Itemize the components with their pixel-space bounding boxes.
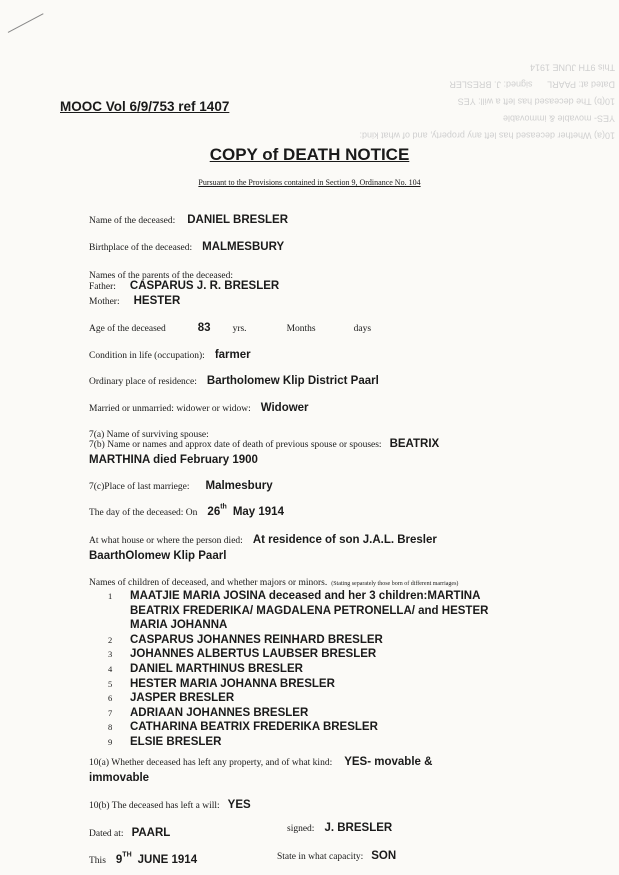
child-item bbox=[108, 735, 538, 750]
mother-value: HESTER bbox=[133, 295, 181, 307]
will-row bbox=[89, 795, 251, 813]
child-item bbox=[108, 720, 538, 735]
married-row bbox=[89, 398, 309, 416]
this-month-year: JUNE 1914 bbox=[137, 854, 198, 866]
child-number: 5 bbox=[108, 678, 113, 689]
child-number: 3 bbox=[108, 649, 113, 660]
property-label: 10(a) Whether deceased has left any property, and of what kind: bbox=[89, 758, 333, 768]
this-label: This bbox=[89, 856, 106, 866]
father-value: CASPARUS J. R. BRESLER bbox=[129, 280, 280, 292]
child-name-line: JASPER BRESLER bbox=[130, 692, 235, 705]
child-name-line: MAATJIE MARIA JOSINA deceased and her 3 children:MARTINA bbox=[130, 590, 481, 602]
child-item bbox=[108, 589, 538, 633]
death-day-label: The day of the deceased: On bbox=[89, 508, 198, 518]
residence-row bbox=[89, 371, 379, 389]
capacity-row bbox=[277, 846, 396, 864]
child-item bbox=[108, 647, 538, 662]
property-row-2 bbox=[89, 768, 149, 786]
child-name-line: CATHARINA BEATRIX FREDERIKA BRESLER bbox=[130, 721, 378, 734]
birthplace-value: MALMESBURY bbox=[202, 241, 285, 253]
death-day-month-year: May 1914 bbox=[232, 506, 284, 518]
child-item bbox=[108, 691, 538, 706]
age-row bbox=[89, 318, 371, 336]
property-value-2: immovable bbox=[89, 772, 150, 784]
age-value: 83 bbox=[197, 322, 211, 334]
death-place-label: At what house or where the person died: bbox=[89, 536, 243, 546]
age-days-label: days bbox=[353, 324, 372, 334]
child-name-line: ELSIE BRESLER bbox=[130, 735, 222, 748]
married-value: Widower bbox=[260, 402, 309, 414]
this-day-number: 9 bbox=[115, 854, 123, 866]
child-name-line: CASPARUS JOHANNES REINHARD BRESLER bbox=[130, 633, 383, 646]
name-value: DANIEL BRESLER bbox=[187, 214, 288, 226]
mother-label: Mother: bbox=[89, 297, 120, 307]
prev-spouse-label: 7(b) Name or names and approx date of death of previous spouse or spouses: bbox=[89, 440, 382, 450]
age-yrs-label: yrs. bbox=[232, 324, 247, 334]
will-value: YES bbox=[227, 799, 251, 811]
children-heading-row bbox=[89, 572, 458, 590]
death-place-value-1: At residence of son J.A.L. Bresler bbox=[252, 534, 437, 546]
signed-row bbox=[287, 818, 392, 836]
age-label: Age of the deceased bbox=[89, 324, 166, 334]
dated-label: Dated at: bbox=[89, 829, 124, 839]
this-row bbox=[89, 850, 197, 868]
mother-row bbox=[89, 291, 180, 309]
signed-label: signed: bbox=[287, 824, 315, 834]
dated-row bbox=[89, 823, 170, 841]
death-day-number: 26 bbox=[207, 506, 221, 518]
residence-value: Bartholomew Klip District Paarl bbox=[206, 375, 379, 387]
condition-label: Condition in life (occupation): bbox=[89, 351, 205, 361]
reference-number: MOOC Vol 6/9/753 ref 1407 bbox=[60, 99, 230, 114]
child-number: 4 bbox=[108, 663, 113, 674]
child-name-line: HESTER MARIA JOHANNA BRESLER bbox=[130, 677, 335, 690]
page-subtitle: Pursuant to the Provisions contained in Section 9, Ordinance No. 104 bbox=[198, 178, 421, 187]
child-number: 9 bbox=[108, 736, 113, 747]
prev-spouse-value-1: BEATRIX bbox=[389, 438, 440, 450]
child-number: 1 bbox=[108, 591, 113, 601]
children-label: Names of children of deceased, and whether majors or minors. bbox=[89, 578, 328, 588]
children-note: (Stating separately those born of different marriages) bbox=[331, 581, 459, 587]
condition-row bbox=[89, 345, 251, 363]
birthplace-label: Birthplace of the deceased: bbox=[89, 243, 193, 253]
parents-label: Names of the parents of the deceased: bbox=[89, 271, 234, 281]
marriage-place-row bbox=[89, 476, 273, 494]
child-number: 6 bbox=[108, 693, 113, 704]
name-label: Name of the deceased: bbox=[89, 216, 176, 226]
child-name-line: JOHANNES ALBERTUS LAUBSER BRESLER bbox=[130, 648, 377, 661]
child-name-line: ADRIAAN JOHANNES BRESLER bbox=[130, 706, 309, 719]
capacity-label: State in what capacity: bbox=[277, 852, 364, 862]
child-item bbox=[108, 677, 538, 692]
death-day-row bbox=[89, 502, 284, 520]
prev-spouse-value-2: MARTHINA died February 1900 bbox=[89, 454, 258, 466]
prev-spouse-row-2 bbox=[89, 450, 258, 468]
death-place-value-2: BaarthOlomew Klip Paarl bbox=[89, 550, 227, 562]
married-label: Married or unmarried: widower or widow: bbox=[89, 404, 251, 414]
father-label: Father: bbox=[89, 282, 116, 292]
death-place-row-2 bbox=[89, 546, 226, 564]
child-name-line: MARIA JOHANNA bbox=[130, 619, 228, 632]
page-title: COPY of DEATH NOTICE bbox=[209, 145, 410, 164]
age-months-label: Months bbox=[286, 324, 316, 334]
child-item bbox=[108, 706, 538, 721]
marriage-place-value: Malmesbury bbox=[205, 480, 273, 492]
death-day-suffix: th bbox=[220, 503, 227, 511]
birthplace-row bbox=[89, 237, 284, 255]
children-list bbox=[108, 589, 538, 750]
condition-value: farmer bbox=[214, 349, 251, 361]
marriage-place-label: 7(c)Place of last marriege: bbox=[89, 482, 190, 492]
child-number: 7 bbox=[108, 707, 113, 718]
scan-mark bbox=[8, 13, 48, 41]
child-item bbox=[108, 662, 538, 677]
signed-value: J. BRESLER bbox=[324, 822, 393, 834]
dated-value: PAARL bbox=[131, 827, 171, 839]
name-row bbox=[89, 210, 288, 228]
residence-label: Ordinary place of residence: bbox=[89, 377, 197, 387]
child-number: 8 bbox=[108, 722, 113, 733]
child-number: 2 bbox=[108, 634, 113, 645]
property-value-1: YES- movable & bbox=[344, 756, 433, 768]
spouse-label: 7(a) Name of surviving spouse: bbox=[89, 430, 209, 440]
will-label: 10(b) The deceased has left a will: bbox=[89, 801, 220, 811]
capacity-value: SON bbox=[371, 850, 397, 862]
bleed-through-text: 10(a) Whether deceased has left any property, and of what kind: YES- movable & immovable 10(b) The deceased has left a will: YES Dated at: PAARL signed: J. BRESLER This 9TH JUNE 1914 bbox=[359, 62, 615, 141]
child-name-line: DANIEL MARTHINUS BRESLER bbox=[130, 662, 303, 675]
this-day-suffix: TH bbox=[122, 851, 132, 859]
child-name-line: BEATRIX FREDERIKA/ MAGDALENA PETRONELLA/ and HESTER bbox=[130, 604, 489, 617]
child-item bbox=[108, 633, 538, 648]
